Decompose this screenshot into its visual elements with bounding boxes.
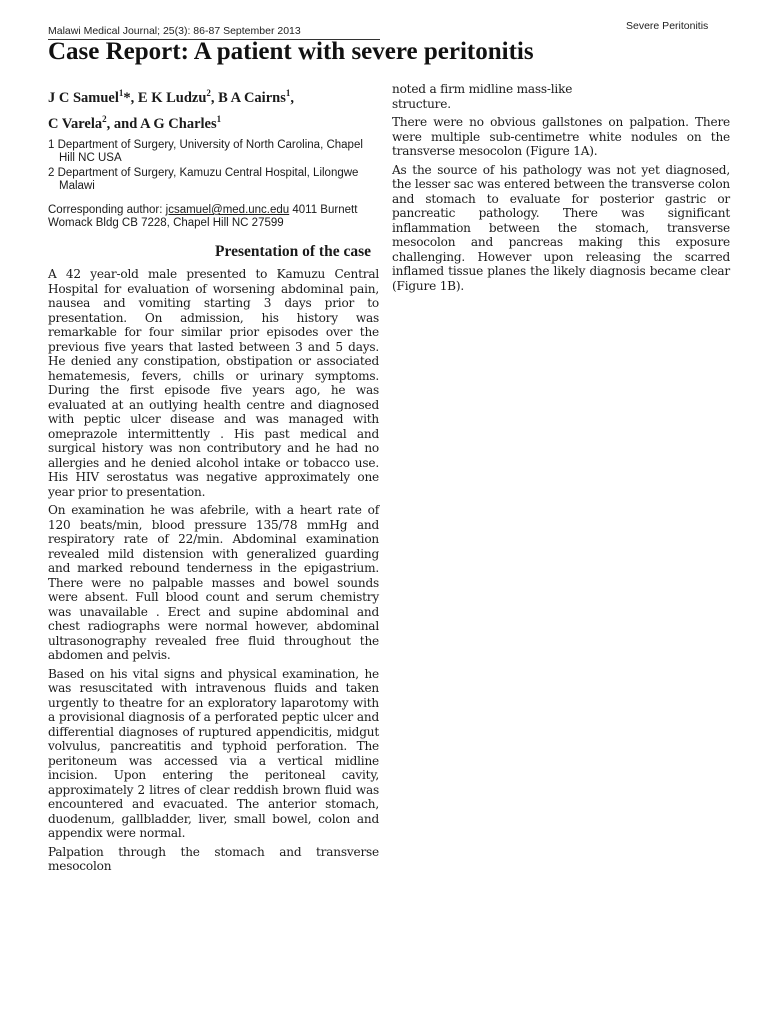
body-paragraph: Palpation through the stomach and transverse mesocolon bbox=[48, 844, 379, 873]
author-affiliation-marker: 2 bbox=[206, 88, 211, 99]
affiliation: 1 Department of Surgery, University of North Carolina, Chapel Hill NC USA bbox=[48, 139, 363, 164]
affiliation: 2 Department of Surgery, Kamuzu Central Hospital, Lilongwe Malawi bbox=[48, 167, 359, 192]
author-affiliation-marker: 1 bbox=[285, 88, 291, 99]
corresponding-label: Corresponding author: bbox=[48, 204, 166, 216]
author-email-link[interactable]: jcsamuel@med.unc.edu bbox=[165, 204, 290, 216]
body-paragraph: As the source of his pathology was not yet diagnosed, the lesser sac was entered between the transverse colon and stomach to evaluate for posterior gastric or pancreatic pathology. There was significant inflammation between the stomach, transverse mesocolon and pancreas making this exposure challenging. However upon releasing the scarred inflamed tissue planes the likely diagnosis became clear (Figure 1B). bbox=[392, 162, 730, 293]
author-name: A G Charles bbox=[140, 116, 217, 132]
affiliation-list bbox=[48, 139, 379, 193]
author-name: C Varela bbox=[48, 116, 103, 132]
body-paragraph: Based on his vital signs and physical examination, he was resuscitated with intravenous fluids and taken urgently to theatre for an exploratory laparotomy with a provisional diagnosis of a perforated peptic ulcer and differential diagnoses of ruptured appendicitis, midgut volvulus, pancreatitis and typhoid perforation. The peritoneum was accessed via a vertical midline incision. Upon entering the peritoneal cavity, approximately 2 litres of clear reddish brown fluid was encountered and evacuated. The anterior stomach, duodenum, gallbladder, liver, small bowel, colon and appendix were normal. bbox=[48, 666, 379, 840]
author-name: J C Samuel bbox=[48, 90, 119, 106]
author-separator: , and bbox=[106, 116, 141, 132]
article-title: Case Report: A patient with severe peritonitis bbox=[48, 38, 534, 65]
author-list bbox=[48, 85, 298, 137]
left-column bbox=[48, 85, 379, 878]
body-paragraph: There were no obvious gallstones on palpation. There were multiple sub-centimetre white nodules on the transverse mesocolon (Figure 1A). bbox=[392, 115, 730, 158]
author-separator: *, bbox=[123, 90, 138, 106]
author-separator: , bbox=[290, 90, 294, 106]
body-paragraph: On examination he was afebrile, with a heart rate of 120 beats/min, blood pressure 135/78 mmHg and respiratory rate of 22/min. Abdominal examination revealed mild distension with generalized guarding and marked rebound tenderness in the epigastrium. There were no palpable masses and bowel sounds were absent. Full blood count and serum chemistry was unavailable . Erect and supine abdominal and chest radiographs were normal however, abdominal ultrasonography revealed free fluid throughout the abdomen and pelvis. bbox=[48, 503, 379, 662]
section-heading: Presentation of the case bbox=[215, 243, 371, 260]
body-paragraph: noted a firm midline mass-like structure. bbox=[392, 82, 573, 111]
author-affiliation-marker: 1 bbox=[118, 88, 124, 99]
corresponding-author bbox=[48, 204, 379, 229]
author-name: E K Ludzu bbox=[137, 90, 207, 106]
author-name: B A Cairns bbox=[218, 90, 286, 106]
author-affiliation-marker: 1 bbox=[216, 114, 222, 125]
right-column bbox=[392, 82, 730, 297]
running-title: Severe Peritonitis bbox=[626, 20, 709, 32]
author-separator: , bbox=[210, 90, 219, 106]
author-affiliation-marker: 2 bbox=[102, 114, 107, 125]
body-paragraph: A 42 year-old male presented to Kamuzu Central Hospital for evaluation of worsening abdominal pain, nausea and vomiting starting 3 days prior to presentation. On admission, his history was remarkable for four similar prior episodes over the previous five years that lasted between 3 and 5 days. He denied any constipation, obstipation or associated hematemesis, fevers, chills or urinary symptoms. During the first episode five years ago, he was evaluated at an outlying health centre and diagnosed with peptic ulcer disease and was managed with omeprazole intermittently . His past medical and surgical history was non contributory and he had no allergies and he denied alcohol intake or tobacco use. His HIV serostatus was negative approximately one year prior to presentation. bbox=[48, 267, 379, 499]
journal-citation: Malawi Medical Journal; 25(3): 86-87 September 2013 bbox=[48, 25, 301, 37]
corresponding-address: 4011 Burnett Womack Bldg CB 7228, Chapel Hill NC 27599 bbox=[48, 204, 358, 229]
